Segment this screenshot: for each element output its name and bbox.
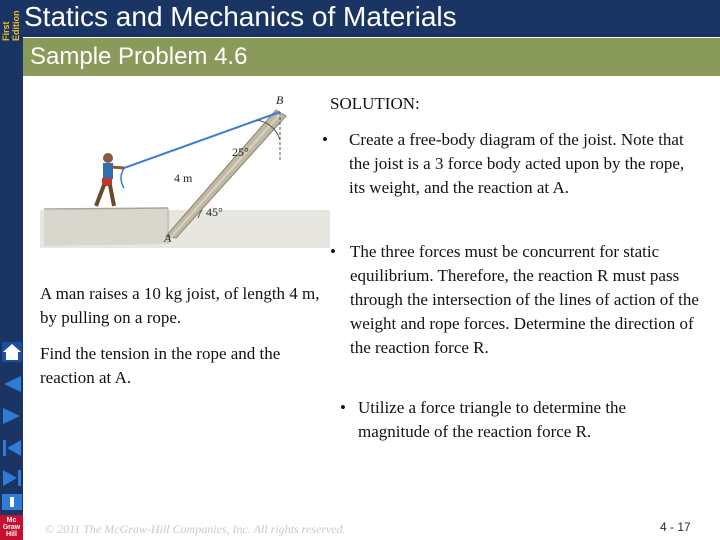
bullet: • (322, 130, 328, 149)
end-button[interactable] (1, 491, 22, 513)
previous-icon (2, 374, 22, 394)
problem-statement: A man raises a 10 kg joist, of length 4 m, by pulling on a rope. (40, 284, 320, 327)
problem-task: Find the tension in the rope and the reaction at A. (40, 344, 281, 387)
label-A: A (164, 231, 172, 245)
logo-line-2: Graw (2, 524, 21, 531)
edition-line-1: First (1, 21, 11, 41)
platform-edge (44, 208, 168, 209)
home-button[interactable] (1, 341, 22, 363)
solution-step-2 (330, 240, 705, 360)
last-slide-button[interactable] (1, 467, 22, 489)
copyright-notice: © 2011 The McGraw-Hill Companies, Inc. All rights reserved. (45, 522, 346, 536)
end-icon (2, 492, 22, 512)
label-B: B (276, 93, 284, 107)
next-button[interactable] (1, 405, 22, 427)
home-icon (2, 342, 22, 362)
platform (44, 208, 170, 246)
solution-step-2-text: The three forces must be concurrent for static equilibrium. Therefore, the reaction R must pass through the intersection of the lines of action of the weight and rope forces. Determine the direction of the reaction force R. (350, 242, 699, 357)
slide-title: Statics and Mechanics of Materials (24, 1, 457, 32)
length-label: 4 m (174, 171, 193, 185)
solution-step-3-text: Utilize a force triangle to determine the magnitude of the reaction force R. (358, 398, 627, 441)
first-slide-button[interactable] (1, 437, 22, 459)
bullet: • (330, 242, 336, 261)
left-rail (0, 0, 23, 540)
man-figure (96, 153, 124, 206)
publisher-logo (0, 515, 23, 540)
angle-rope-label: 25° (232, 145, 249, 159)
edition-label (0, 0, 22, 44)
rope-slack (121, 168, 124, 188)
slide-subtitle: Sample Problem 4.6 (30, 43, 248, 70)
logo-line-1: Mc (6, 517, 17, 524)
joist-diagram (40, 88, 330, 250)
page-number: 4 - 17 (660, 520, 691, 534)
previous-button[interactable] (1, 373, 22, 395)
solution-step-1-text: Create a free-body diagram of the joist. Note that the joist is a 3 force body acted upon by the rope, its weight, and the reaction at A. (349, 130, 685, 197)
solution-step-1 (322, 128, 692, 200)
angle-joist-label: 45° (206, 205, 223, 219)
last-icon (2, 468, 22, 488)
logo-line-3: Hill (6, 531, 17, 538)
first-icon (2, 438, 22, 458)
solution-heading: SOLUTION: (330, 94, 420, 113)
bullet: • (340, 398, 346, 417)
edition-line-2: Edition (11, 10, 21, 41)
next-icon (2, 406, 22, 426)
solution-step-3 (340, 396, 700, 444)
